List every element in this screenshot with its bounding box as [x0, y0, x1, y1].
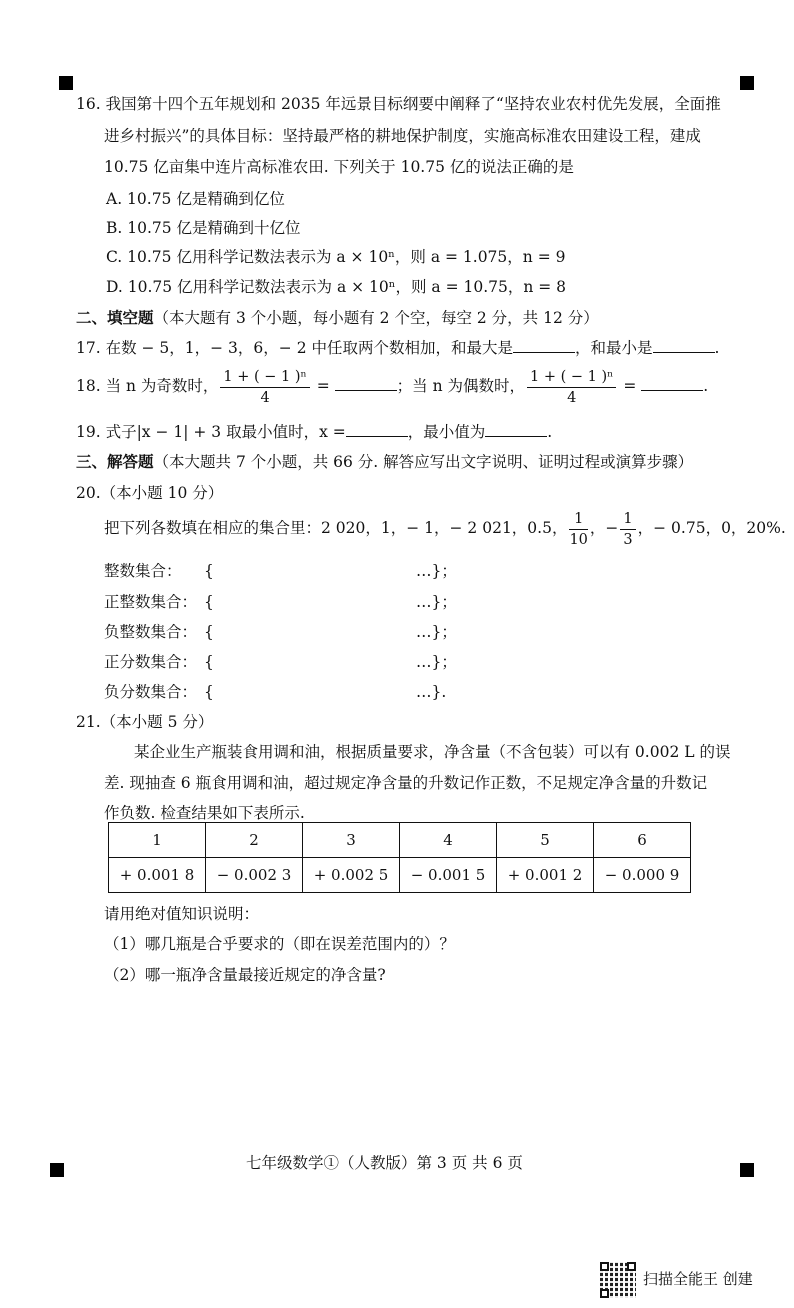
table-row [109, 823, 691, 858]
q21-header: 21.（本小题 5 分） [76, 713, 214, 731]
q18 [76, 364, 708, 408]
registration-mark-bottom-left [50, 1163, 64, 1177]
table-header-cell: 1 [109, 823, 206, 858]
q16-line-3: 10.75 亿亩集中连片高标准农田. 下列关于 10.75 亿的说法正确的是 [104, 158, 574, 176]
set-label: 整数集合： [104, 562, 182, 580]
section-3-note: （本大题共 7 个小题，共 66 分. 解答应写出文字说明、证明过程或演算步骤） [153, 453, 694, 471]
q20-fraction-one-tenth [569, 509, 587, 550]
table-value-cell: + 0.001 2 [497, 858, 594, 893]
registration-mark-bottom-right [740, 1163, 754, 1177]
set-label: 负整数集合： [104, 623, 198, 641]
q17-end: . [714, 339, 720, 357]
set-open-brace: { [204, 683, 214, 701]
table-value-cell: − 0.000 9 [594, 858, 691, 893]
table-value-cell: − 0.001 5 [400, 858, 497, 893]
q19-text-1: 19. 式子|x − 1| + 3 取最小值时，x = [76, 423, 346, 441]
q18-equals-odd: = [311, 377, 335, 395]
set-label: 负分数集合： [104, 683, 198, 701]
registration-mark-top-right [740, 76, 754, 90]
set-integers [104, 560, 457, 582]
q17 [76, 337, 719, 359]
table-header-cell: 5 [497, 823, 594, 858]
q19-text-2: ，最小值为 [407, 423, 486, 441]
table-value-cell: + 0.002 5 [303, 858, 400, 893]
q16-option-a: A. 10.75 亿是精确到亿位 [106, 190, 285, 208]
q18-text-2: ；当 n 为偶数时， [396, 377, 525, 395]
set-open-brace: { [204, 623, 214, 641]
q16-option-d: D. 10.75 亿用科学记数法表示为 a × 10ⁿ，则 a = 10.75，n = 8 [106, 278, 567, 296]
q20-fraction-one-third-denominator: 3 [623, 531, 633, 548]
set-open-brace: { [204, 593, 214, 611]
q17-blank-max[interactable] [513, 338, 575, 353]
q21-subquestion-1: （1）哪几瓶是合乎要求的（即在误差范围内的）？ [104, 935, 455, 953]
q19-blank-min[interactable] [485, 422, 547, 437]
q18-blank-odd[interactable] [335, 376, 397, 391]
q18-fraction-even-numerator: 1 + ( − 1 )ⁿ [527, 367, 616, 388]
q20-instruction-text: 把下列各数填在相应的集合里：2 020，1，− 1，− 2 021，0.5， [104, 519, 568, 537]
section-2-heading [76, 307, 599, 329]
q18-fraction-even-denominator: 4 [567, 389, 577, 406]
section-3-title: 三、解答题 [76, 453, 154, 471]
set-close: …}； [416, 653, 457, 671]
table-header-cell: 4 [400, 823, 497, 858]
q18-text-1: 18. 当 n 为奇数时， [76, 377, 219, 395]
set-open-brace: { [204, 562, 214, 580]
q21-paragraph-line-1: 某企业生产瓶装食用调和油，根据质量要求，净含量（不含包装）可以有 0.002 L 的误 [134, 743, 731, 761]
q20-fraction-one-tenth-numerator: 1 [569, 509, 587, 530]
set-positive-integers [104, 591, 457, 613]
q20-instruction-tail: ，− 0.75，0，20%. [637, 519, 786, 537]
inspection-table [108, 822, 691, 893]
set-close: …}； [416, 593, 457, 611]
q18-fraction-even [527, 367, 616, 408]
q16-option-c: C. 10.75 亿用科学记数法表示为 a × 10ⁿ，则 a = 1.075，n = 9 [106, 248, 566, 266]
scanner-watermark: 扫描全能王 创建 [643, 1270, 753, 1288]
table-header-cell: 2 [206, 823, 303, 858]
q20-instruction [104, 506, 786, 550]
q21-prompt: 请用绝对值知识说明： [104, 905, 260, 923]
section-3-heading [76, 451, 693, 473]
q20-separator: ，− [589, 519, 619, 537]
set-negative-fractions [104, 681, 446, 703]
set-negative-integers [104, 621, 457, 643]
set-close: …}. [416, 683, 447, 701]
table-value-cell: + 0.001 8 [109, 858, 206, 893]
q18-fraction-odd-denominator: 4 [260, 389, 270, 406]
set-positive-fractions [104, 651, 457, 673]
q20-header: 20.（本小题 10 分） [76, 484, 224, 502]
section-2-title: 二、填空题 [76, 309, 154, 327]
q20-fraction-one-third-numerator: 1 [620, 509, 635, 530]
q18-end: . [703, 377, 709, 395]
table-row [109, 858, 691, 893]
q19-blank-x[interactable] [346, 422, 408, 437]
q17-blank-min[interactable] [653, 338, 715, 353]
q16-option-b: B. 10.75 亿是精确到十亿位 [106, 219, 301, 237]
registration-mark-top-left [59, 76, 73, 90]
q18-fraction-odd-numerator: 1 + ( − 1 )ⁿ [220, 367, 309, 388]
q20-fraction-one-tenth-denominator: 10 [569, 531, 588, 548]
qr-code-icon [600, 1262, 636, 1298]
table-value-cell: − 0.002 3 [206, 858, 303, 893]
q21-paragraph-line-3: 作负数. 检查结果如下表所示. [104, 804, 305, 822]
q18-blank-even[interactable] [641, 376, 703, 391]
q18-equals-even: = [618, 377, 642, 395]
q21-subquestion-2: （2）哪一瓶净含量最接近规定的净含量? [104, 966, 386, 984]
q17-text-1: 17. 在数 − 5，1，− 3，6，− 2 中任取两个数相加，和最大是 [76, 339, 513, 357]
section-2-note: （本大题有 3 个小题，每小题有 2 个空，每空 2 分，共 12 分） [153, 309, 599, 327]
page-footer: 七年级数学①（人教版）第 3 页 共 6 页 [246, 1154, 523, 1172]
set-label: 正整数集合： [104, 593, 198, 611]
q19-end: . [547, 423, 553, 441]
table-header-cell: 6 [594, 823, 691, 858]
q17-text-2: ，和最小是 [574, 339, 653, 357]
q21-paragraph-line-2: 差. 现抽查 6 瓶食用调和油，超过规定净含量的升数记作正数，不足规定净含量的升数记 [104, 774, 708, 792]
q16-line-1: 16. 我国第十四个五年规划和 2035 年远景目标纲要中阐释了“坚持农业农村优先发展，全面推 [76, 95, 721, 113]
q18-fraction-odd [220, 367, 309, 408]
q16-line-2: 进乡村振兴”的具体目标：坚持最严格的耕地保护制度，实施高标准农田建设工程，建成 [104, 127, 701, 145]
table-header-cell: 3 [303, 823, 400, 858]
set-label: 正分数集合： [104, 653, 198, 671]
set-open-brace: { [204, 653, 214, 671]
set-close: …}； [416, 623, 457, 641]
q20-fraction-one-third [620, 509, 635, 550]
q19 [76, 421, 552, 443]
set-close: …}； [416, 562, 457, 580]
